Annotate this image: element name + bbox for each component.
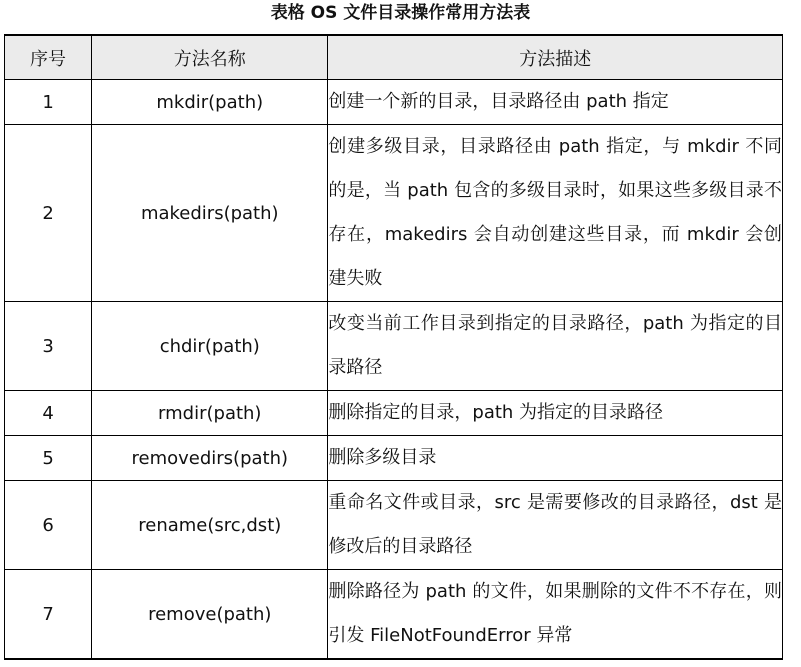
row-no: 6 bbox=[5, 481, 92, 570]
row-method-desc: 删除多级目录 bbox=[328, 436, 783, 481]
row-method-desc: 删除指定的目录，path 为指定的目录路径 bbox=[328, 391, 783, 436]
table-row bbox=[5, 570, 783, 660]
row-no: 2 bbox=[5, 125, 92, 302]
table-header-row bbox=[5, 35, 783, 80]
table-row bbox=[5, 481, 783, 570]
table-caption: 表格 OS 文件目录操作常用方法表 bbox=[270, 3, 531, 23]
table-row bbox=[5, 391, 783, 436]
header-method-desc: 方法描述 bbox=[328, 35, 783, 80]
table-row bbox=[5, 436, 783, 481]
header-method-name: 方法名称 bbox=[92, 35, 328, 80]
row-method-name: mkdir(path) bbox=[92, 80, 328, 125]
row-no: 7 bbox=[5, 570, 92, 660]
table-row bbox=[5, 80, 783, 125]
table-row bbox=[5, 302, 783, 391]
row-method-desc: 创建一个新的目录，目录路径由 path 指定 bbox=[328, 80, 783, 125]
header-no: 序号 bbox=[5, 35, 92, 80]
row-no: 5 bbox=[5, 436, 92, 481]
row-method-name: rmdir(path) bbox=[92, 391, 328, 436]
row-method-name: makedirs(path) bbox=[92, 125, 328, 302]
row-no: 3 bbox=[5, 302, 92, 391]
row-method-name: chdir(path) bbox=[92, 302, 328, 391]
row-method-desc: 创建多级目录，目录路径由 path 指定，与 mkdir 不同的是，当 path 包含的多级目录时，如果这些多级目录不存在，makedirs 会自动创建这些目录，而 mkdir 会创建失败 bbox=[328, 125, 783, 302]
os-methods-table bbox=[4, 34, 783, 660]
table-row bbox=[5, 125, 783, 302]
row-method-desc: 重命名文件或目录，src 是需要修改的目录路径，dst 是修改后的目录路径 bbox=[328, 481, 783, 570]
row-method-name: remove(path) bbox=[92, 570, 328, 660]
row-method-desc: 改变当前工作目录到指定的目录路径，path 为指定的目录路径 bbox=[328, 302, 783, 391]
row-method-desc: 删除路径为 path 的文件，如果删除的文件不不存在，则引发 FileNotFoundError 异常 bbox=[328, 570, 783, 660]
row-no: 1 bbox=[5, 80, 92, 125]
row-method-name: removedirs(path) bbox=[92, 436, 328, 481]
row-method-name: rename(src,dst) bbox=[92, 481, 328, 570]
row-no: 4 bbox=[5, 391, 92, 436]
